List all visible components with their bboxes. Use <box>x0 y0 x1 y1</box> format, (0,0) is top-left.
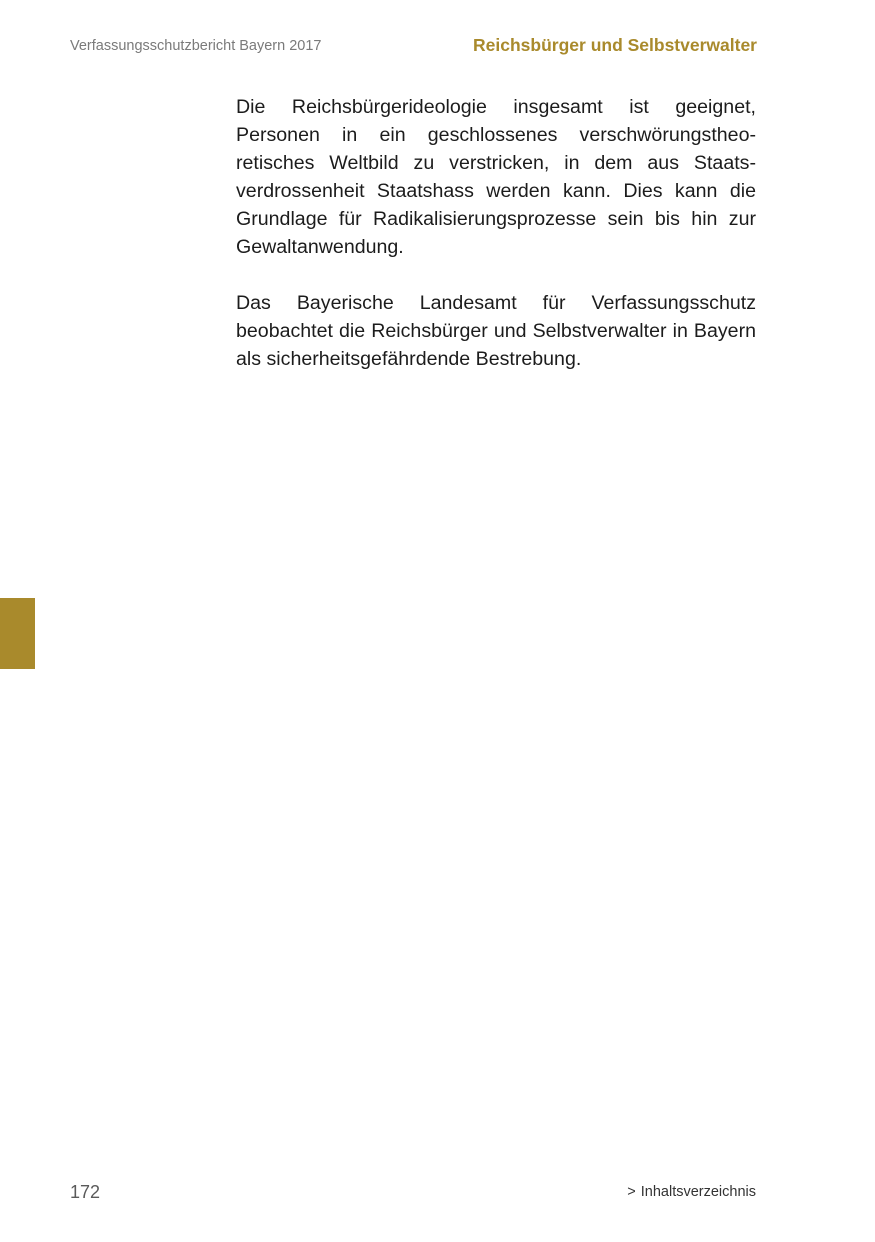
chevron-right-icon: > <box>627 1184 636 1200</box>
running-header-chapter-title: Reichsbürger und Selbstverwalter <box>473 35 757 55</box>
body-text <box>236 93 756 401</box>
running-header-report-title: Verfassungsschutzbericht Bayern 2017 <box>70 38 322 54</box>
page-number: 172 <box>70 1182 101 1202</box>
toc-link-label: Inhaltsverzeichnis <box>640 1184 756 1200</box>
chapter-side-tab <box>0 598 35 669</box>
paragraph-1: Die Reichsbürgerideologie insgesamt ist geeignet, Personen in ein geschlossenes verschwörungstheoretisches Weltbild zu verstricken, in dem aus Staatsverdrossenheit Staatshass werden kann. Dies kann die Grundlage für Radikalisierungsprozesse sein bis hin zur Gewaltanwendung. <box>236 96 756 258</box>
paragraph-2: Das Bayerische Landesamt für Verfassungsschutz beobachtet die Reichsbürger und Selbstverwalter in Bayern als sicherheitsgefährdende Bestrebung. <box>236 292 756 370</box>
table-of-contents-link[interactable] <box>627 1184 756 1200</box>
